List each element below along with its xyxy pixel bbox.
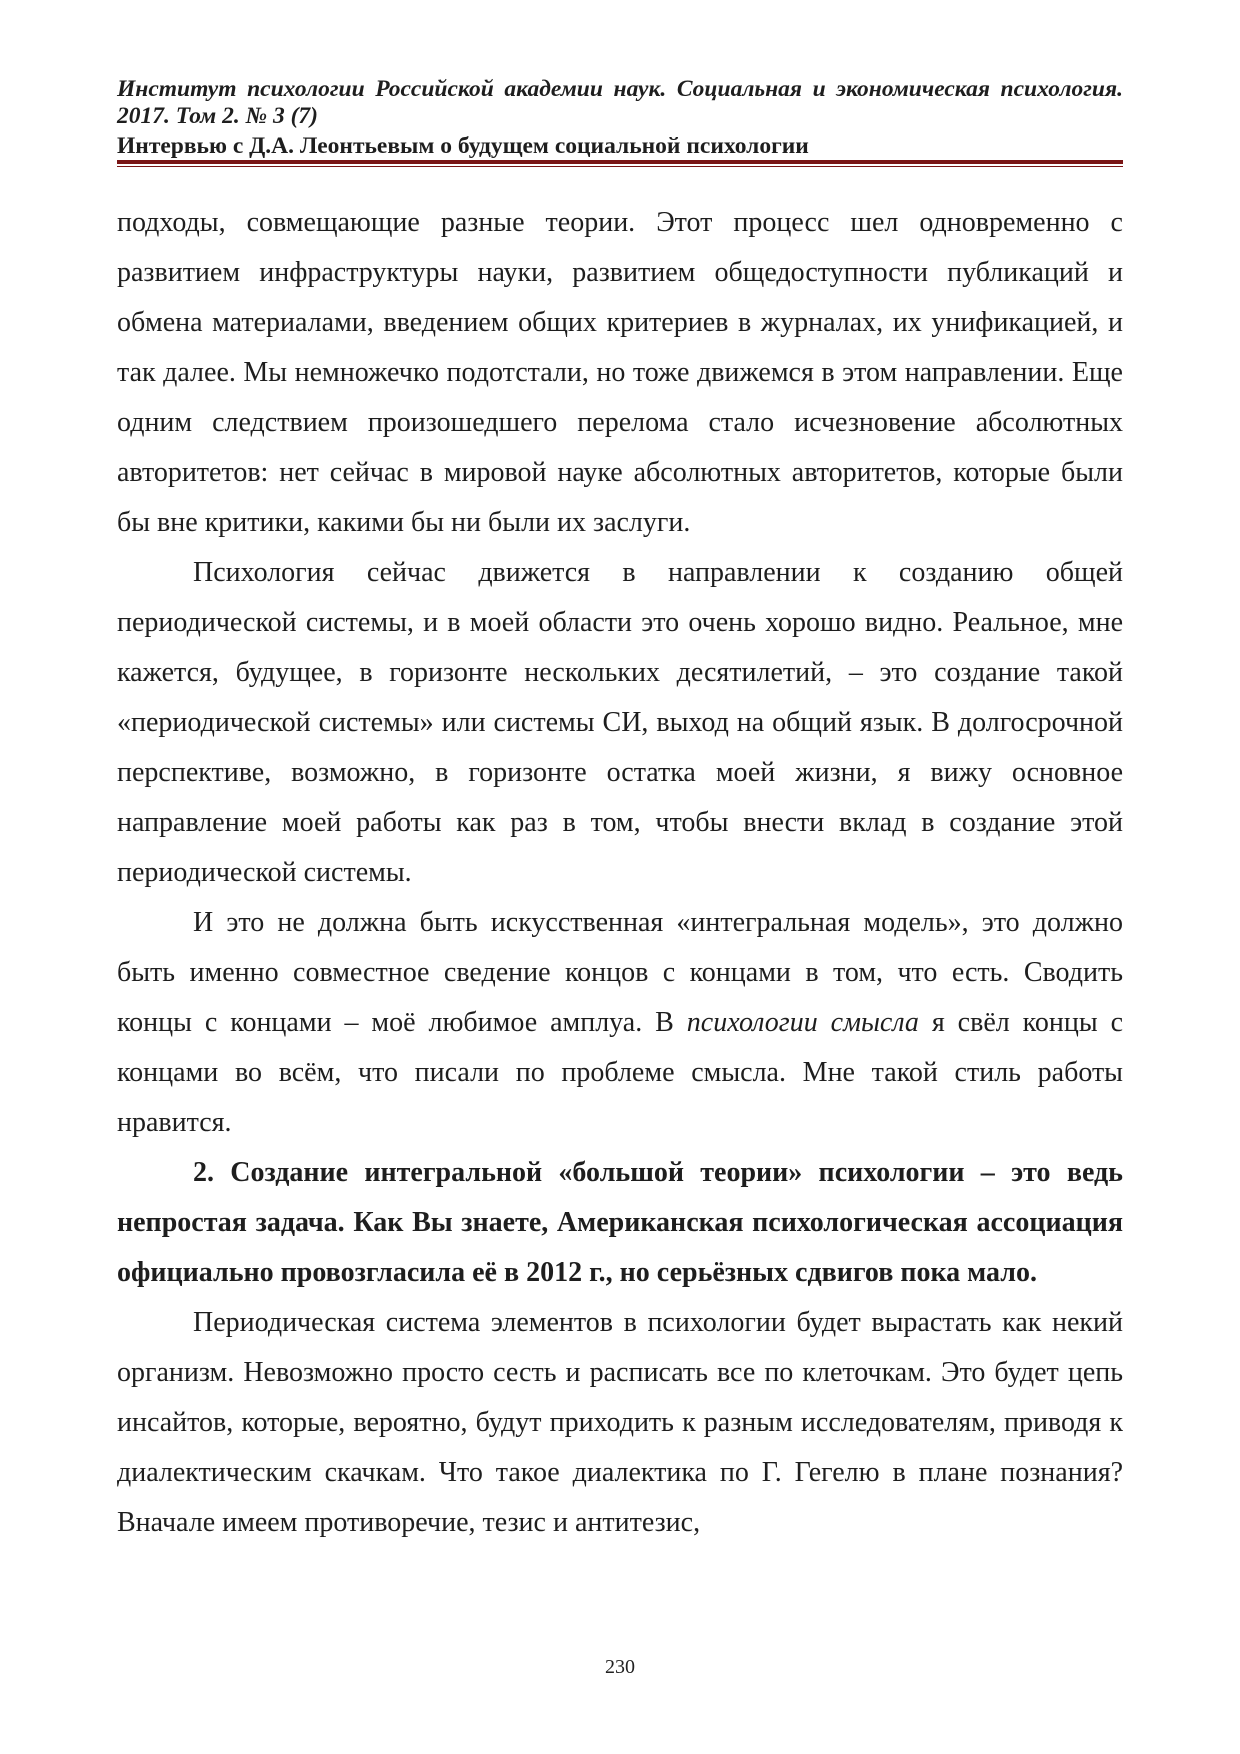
interview-question-2: 2. Создание интегральной «большой теории» психологии – это ведь непростая задача. Как Вы знаете, Американская психологическая ассоциация официально провозгласила её в 2012 г., но серьёзных сдвигов пока мало. bbox=[117, 1157, 1123, 1288]
paragraph-3-part-a: И это не должна быть искусственная «интегральная модель», это должно быть именно совместное сведение концов с концами в том, что есть. Сводить концы с концами – моё любимое амплуа. В bbox=[117, 907, 1123, 1038]
header-rule-thin bbox=[117, 166, 1123, 167]
paragraph-3-part-b: я свёл концы с концами во всём, что писали по проблеме смысла. Мне такой стиль работы нравится. bbox=[117, 1007, 1123, 1138]
paragraph-1: подходы, совмещающие разные теории. Этот процесс шел одновременно с развитием инфраструктуры науки, развитием общедоступности публикаций и обмена материалами, введением общих критериев в журналах, их унификацией, и так далее. Мы немножечко подотстали, но тоже движемся в этом направлении. Еще одним следствием произошедшего перелома стало исчезновение абсолютных авторитетов: нет сейчас в мировой науке абсолютных авторитетов, которые были бы вне критики, какими бы ни были их заслуги. bbox=[117, 207, 1123, 538]
paragraph-3-emphasis: психологии смысла bbox=[686, 1007, 919, 1038]
journal-citation: Институт психологии Российской академии наук. Социальная и экономическая психология. 2017. Том 2. № 3 (7) bbox=[117, 76, 1123, 129]
page-number: 230 bbox=[605, 1656, 635, 1678]
paragraph-3 bbox=[117, 898, 1123, 1148]
paragraph-4: Периодическая система элементов в психологии будет вырастать как некий организм. Невозможно просто сесть и расписать все по клеточкам. Это будет цепь инсайтов, которые, вероятно, будут приходить к разным исследователям, приводя к диалектическим скачкам. Что такое диалектика по Г. Гегелю в плане познания? Вначале имеем противоречие, тезис и антитезис, bbox=[117, 1307, 1123, 1538]
article-title: Интервью с Д.А. Леонтьевым о будущем социальной психологии bbox=[117, 133, 809, 159]
header-rule-thick bbox=[117, 160, 1123, 164]
article-body bbox=[117, 198, 1123, 1548]
running-header bbox=[117, 76, 1123, 160]
paragraph-2: Психология сейчас движется в направлении к созданию общей периодической системы, и в моей области это очень хорошо видно. Реальное, мне кажется, будущее, в горизонте нескольких десятилетий, – это создание такой «периодической системы» или системы СИ, выход на общий язык. В долгосрочной перспективе, возможно, в горизонте остатка моей жизни, я вижу основное направление моей работы как раз в том, чтобы внести вклад в создание этой периодической системы. bbox=[117, 557, 1123, 888]
